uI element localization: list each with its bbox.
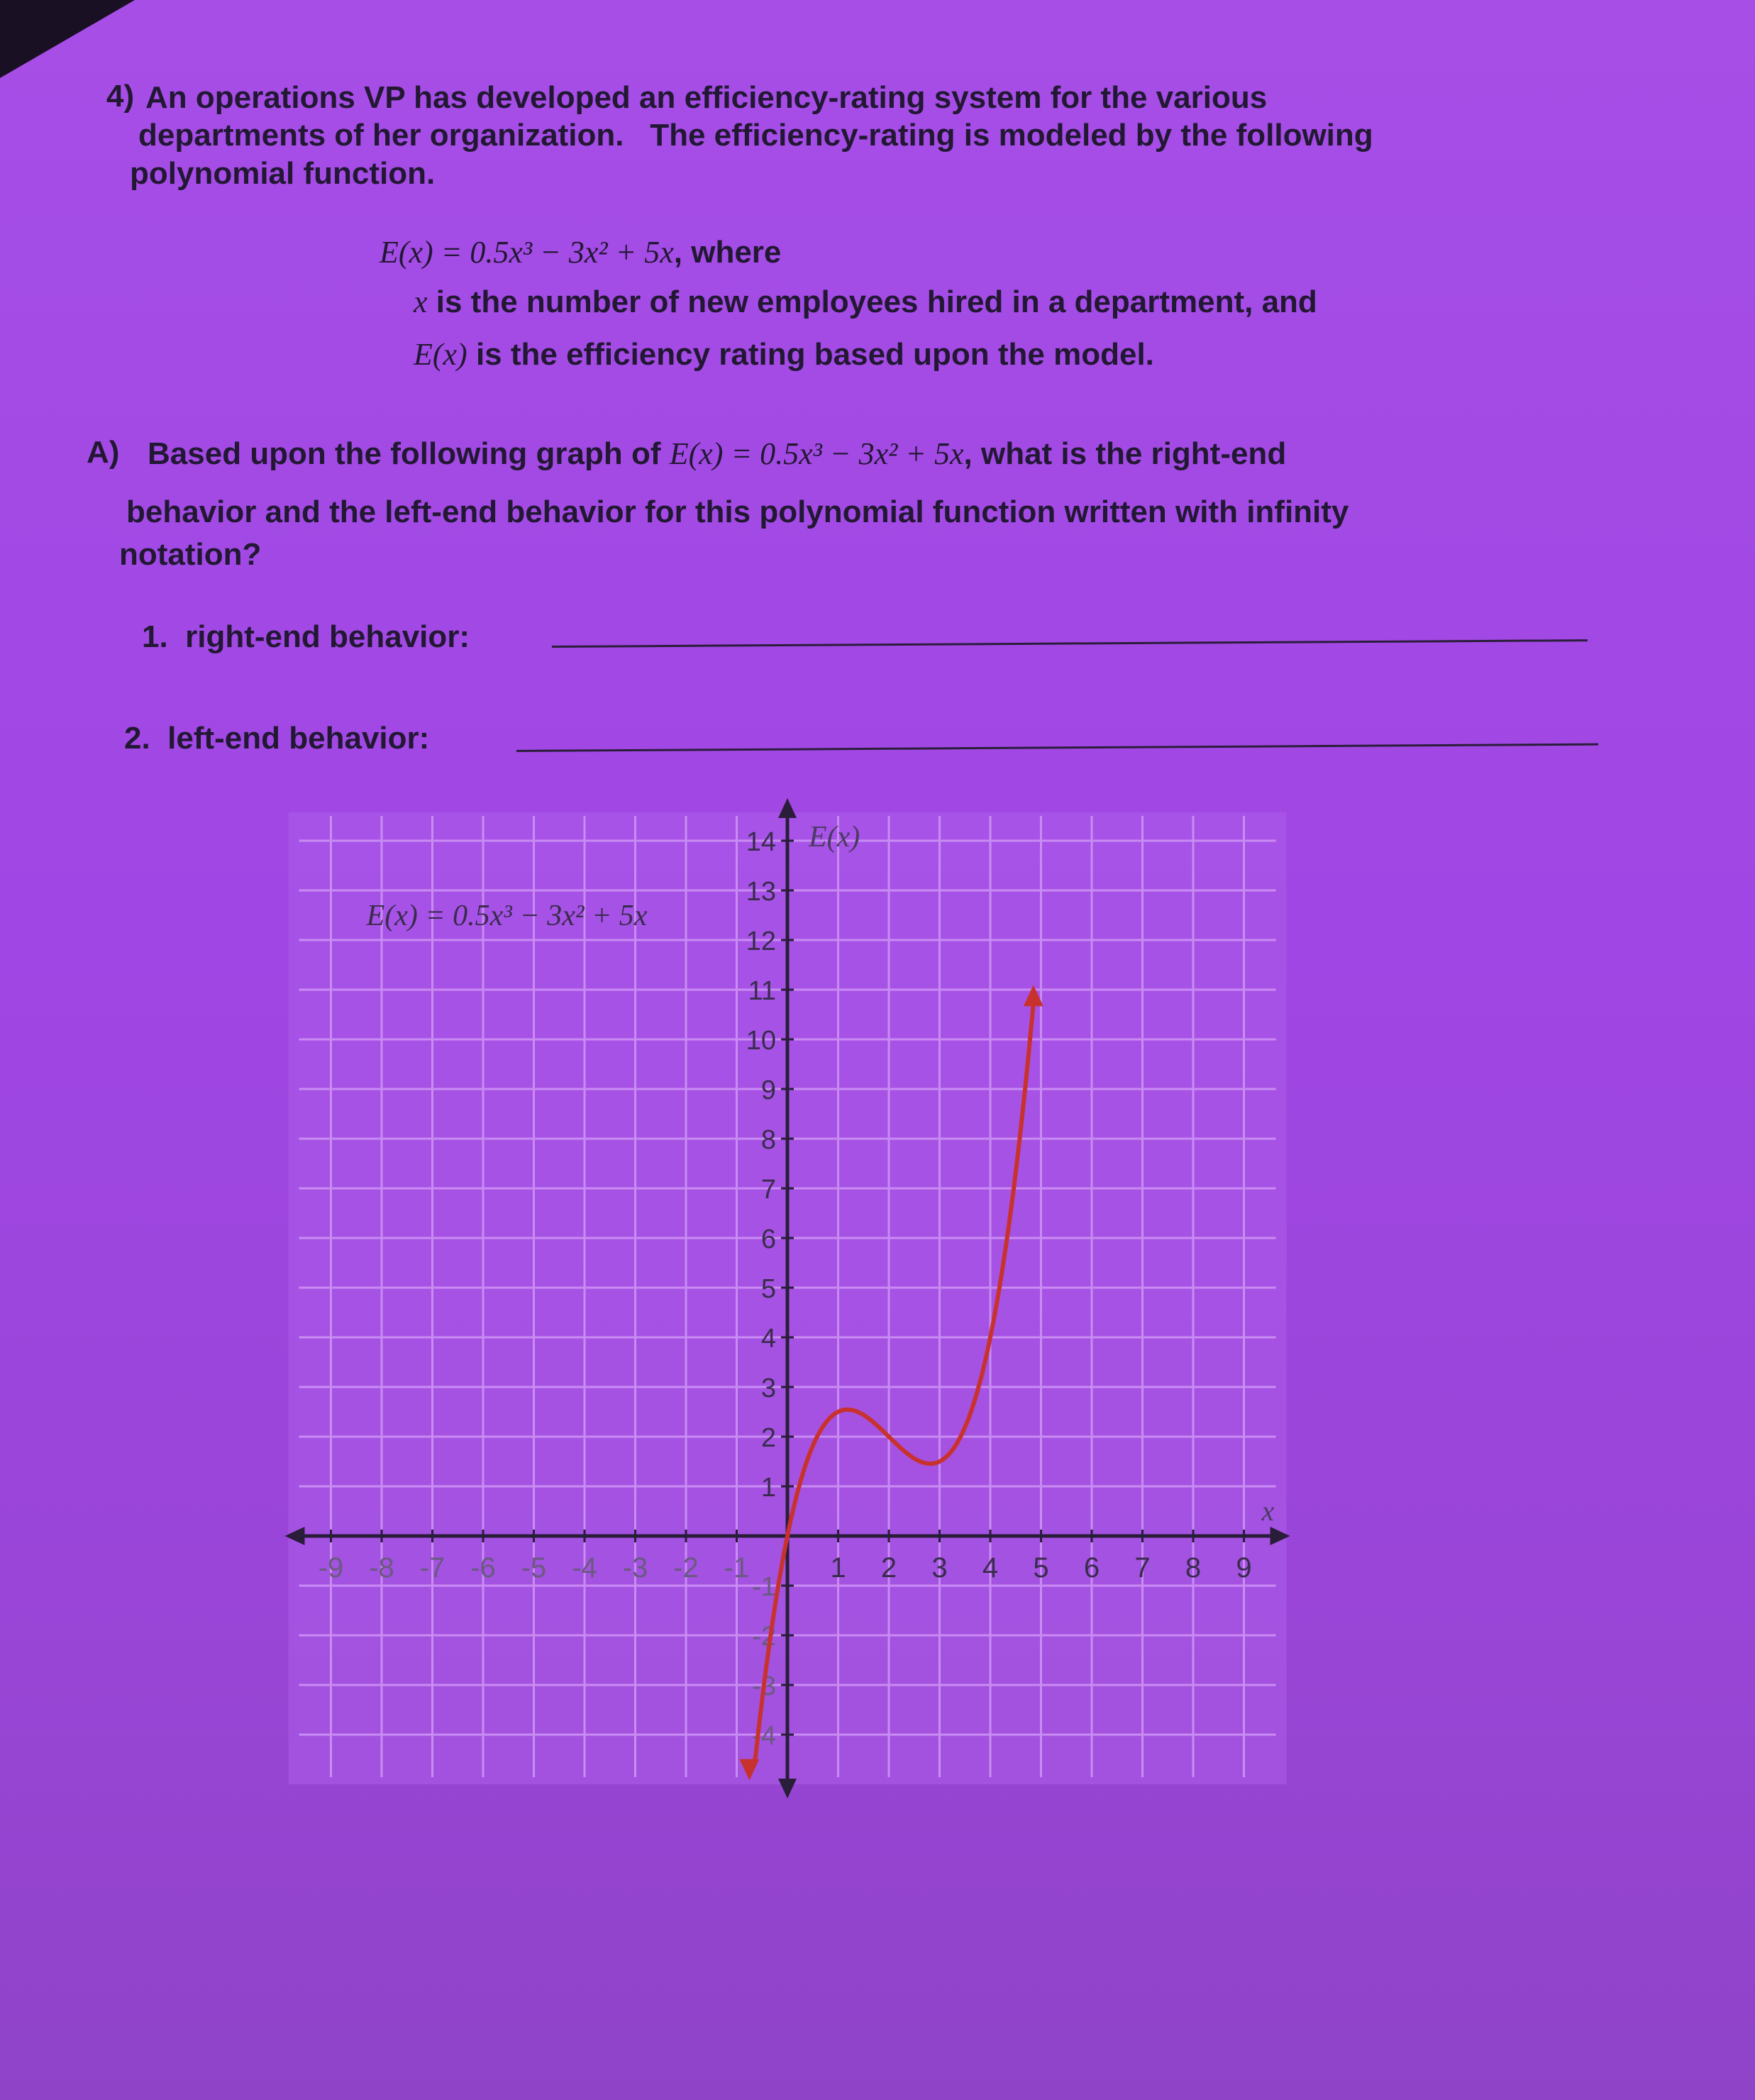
e-symbol: E(x) [414, 337, 467, 372]
y-axis-top-arrow [778, 798, 797, 818]
function-expression: E(x) = 0.5x³ − 3x² + 5x [380, 235, 674, 270]
x-tick-label: 2 [880, 1552, 897, 1584]
x-tick-label: 6 [1083, 1552, 1100, 1584]
problem-intro-line-2: departments of her organization. The efficiency-rating is modeled by the following [138, 118, 1373, 153]
part-a-question-line-3: notation? [119, 537, 262, 572]
x-tick-label: -5 [521, 1552, 547, 1584]
part-a-question-line-1 [148, 434, 1286, 474]
problem-intro-line-1: An operations VP has developed an efficiency-rating system for the various [145, 80, 1268, 115]
x-tick-label: -9 [318, 1552, 344, 1584]
x-tick-label: -3 [622, 1552, 648, 1584]
y-tick-label: 14 [746, 827, 776, 857]
y-tick-label: 6 [760, 1225, 776, 1254]
problem-number: 4) [106, 79, 135, 114]
where-text: , where [673, 235, 782, 270]
function-definition [380, 233, 781, 272]
y-tick-label: 12 [746, 927, 776, 956]
left-end-behavior-label: 2. left-end behavior: [124, 721, 430, 756]
y-tick-label: 9 [760, 1076, 776, 1105]
part-a-question-line-2: behavior and the left-end behavior for this polynomial function written with infinity [126, 494, 1349, 529]
left-end-answer-line[interactable] [516, 744, 1598, 752]
question-before: Based upon the following graph of [148, 436, 661, 471]
x-tick-label: 9 [1236, 1552, 1252, 1584]
y-tick-label: 7 [760, 1175, 776, 1205]
question-after: , what is the right-end [963, 436, 1287, 471]
right-end-behavior-label: 1. right-end behavior: [142, 619, 470, 654]
y-tick-label: -3 [752, 1671, 776, 1701]
y-tick-label: 11 [748, 976, 776, 1006]
e-definition-text: is the efficiency rating based upon the model. [475, 337, 1154, 372]
problem-intro-line-3: polynomial function. [130, 156, 436, 191]
right-end-answer-line[interactable] [552, 639, 1588, 648]
x-tick-label: 1 [830, 1552, 846, 1584]
y-tick-label: -1 [752, 1572, 776, 1602]
y-tick-label: -2 [752, 1622, 776, 1652]
x-definition-text: is the number of new employees hired in a department, and [436, 284, 1317, 319]
x-tick-label: 5 [1033, 1552, 1049, 1584]
x-tick-label: 8 [1185, 1552, 1202, 1584]
y-tick-label: 8 [760, 1125, 776, 1155]
y-tick-label: 5 [760, 1274, 776, 1304]
x-tick-label: 4 [982, 1552, 999, 1584]
x-axis-label: x [1261, 1495, 1275, 1527]
x-tick-label: 7 [1134, 1552, 1151, 1584]
x-tick-label: -8 [369, 1552, 394, 1584]
y-axis-label: E(x) [809, 821, 860, 853]
polynomial-graph [241, 795, 1334, 1823]
y-tick-label: 13 [746, 877, 776, 907]
x-tick-label: -1 [724, 1552, 750, 1584]
x-tick-label: -6 [470, 1552, 496, 1584]
x-tick-label: 3 [931, 1552, 948, 1584]
y-axis-bottom-arrow [778, 1779, 797, 1798]
x-tick-label: -4 [572, 1552, 597, 1584]
function-label: E(x) = 0.5x³ − 3x² + 5x [366, 900, 648, 932]
dark-corner [0, 0, 135, 78]
y-tick-label: -4 [752, 1721, 776, 1751]
y-tick-label: 4 [760, 1324, 776, 1354]
y-tick-label: 1 [760, 1473, 776, 1503]
x-tick-label: -2 [673, 1552, 699, 1584]
question-function: E(x) = 0.5x³ − 3x² + 5x [669, 436, 964, 471]
y-tick-label: 3 [760, 1374, 776, 1403]
y-tick-label: 10 [746, 1026, 776, 1056]
e-definition [414, 335, 1154, 375]
x-tick-label: -7 [419, 1552, 445, 1584]
x-definition [414, 282, 1317, 322]
x-symbol: x [414, 284, 428, 319]
part-a-label: A) [87, 435, 120, 470]
y-tick-label: 2 [760, 1423, 776, 1453]
